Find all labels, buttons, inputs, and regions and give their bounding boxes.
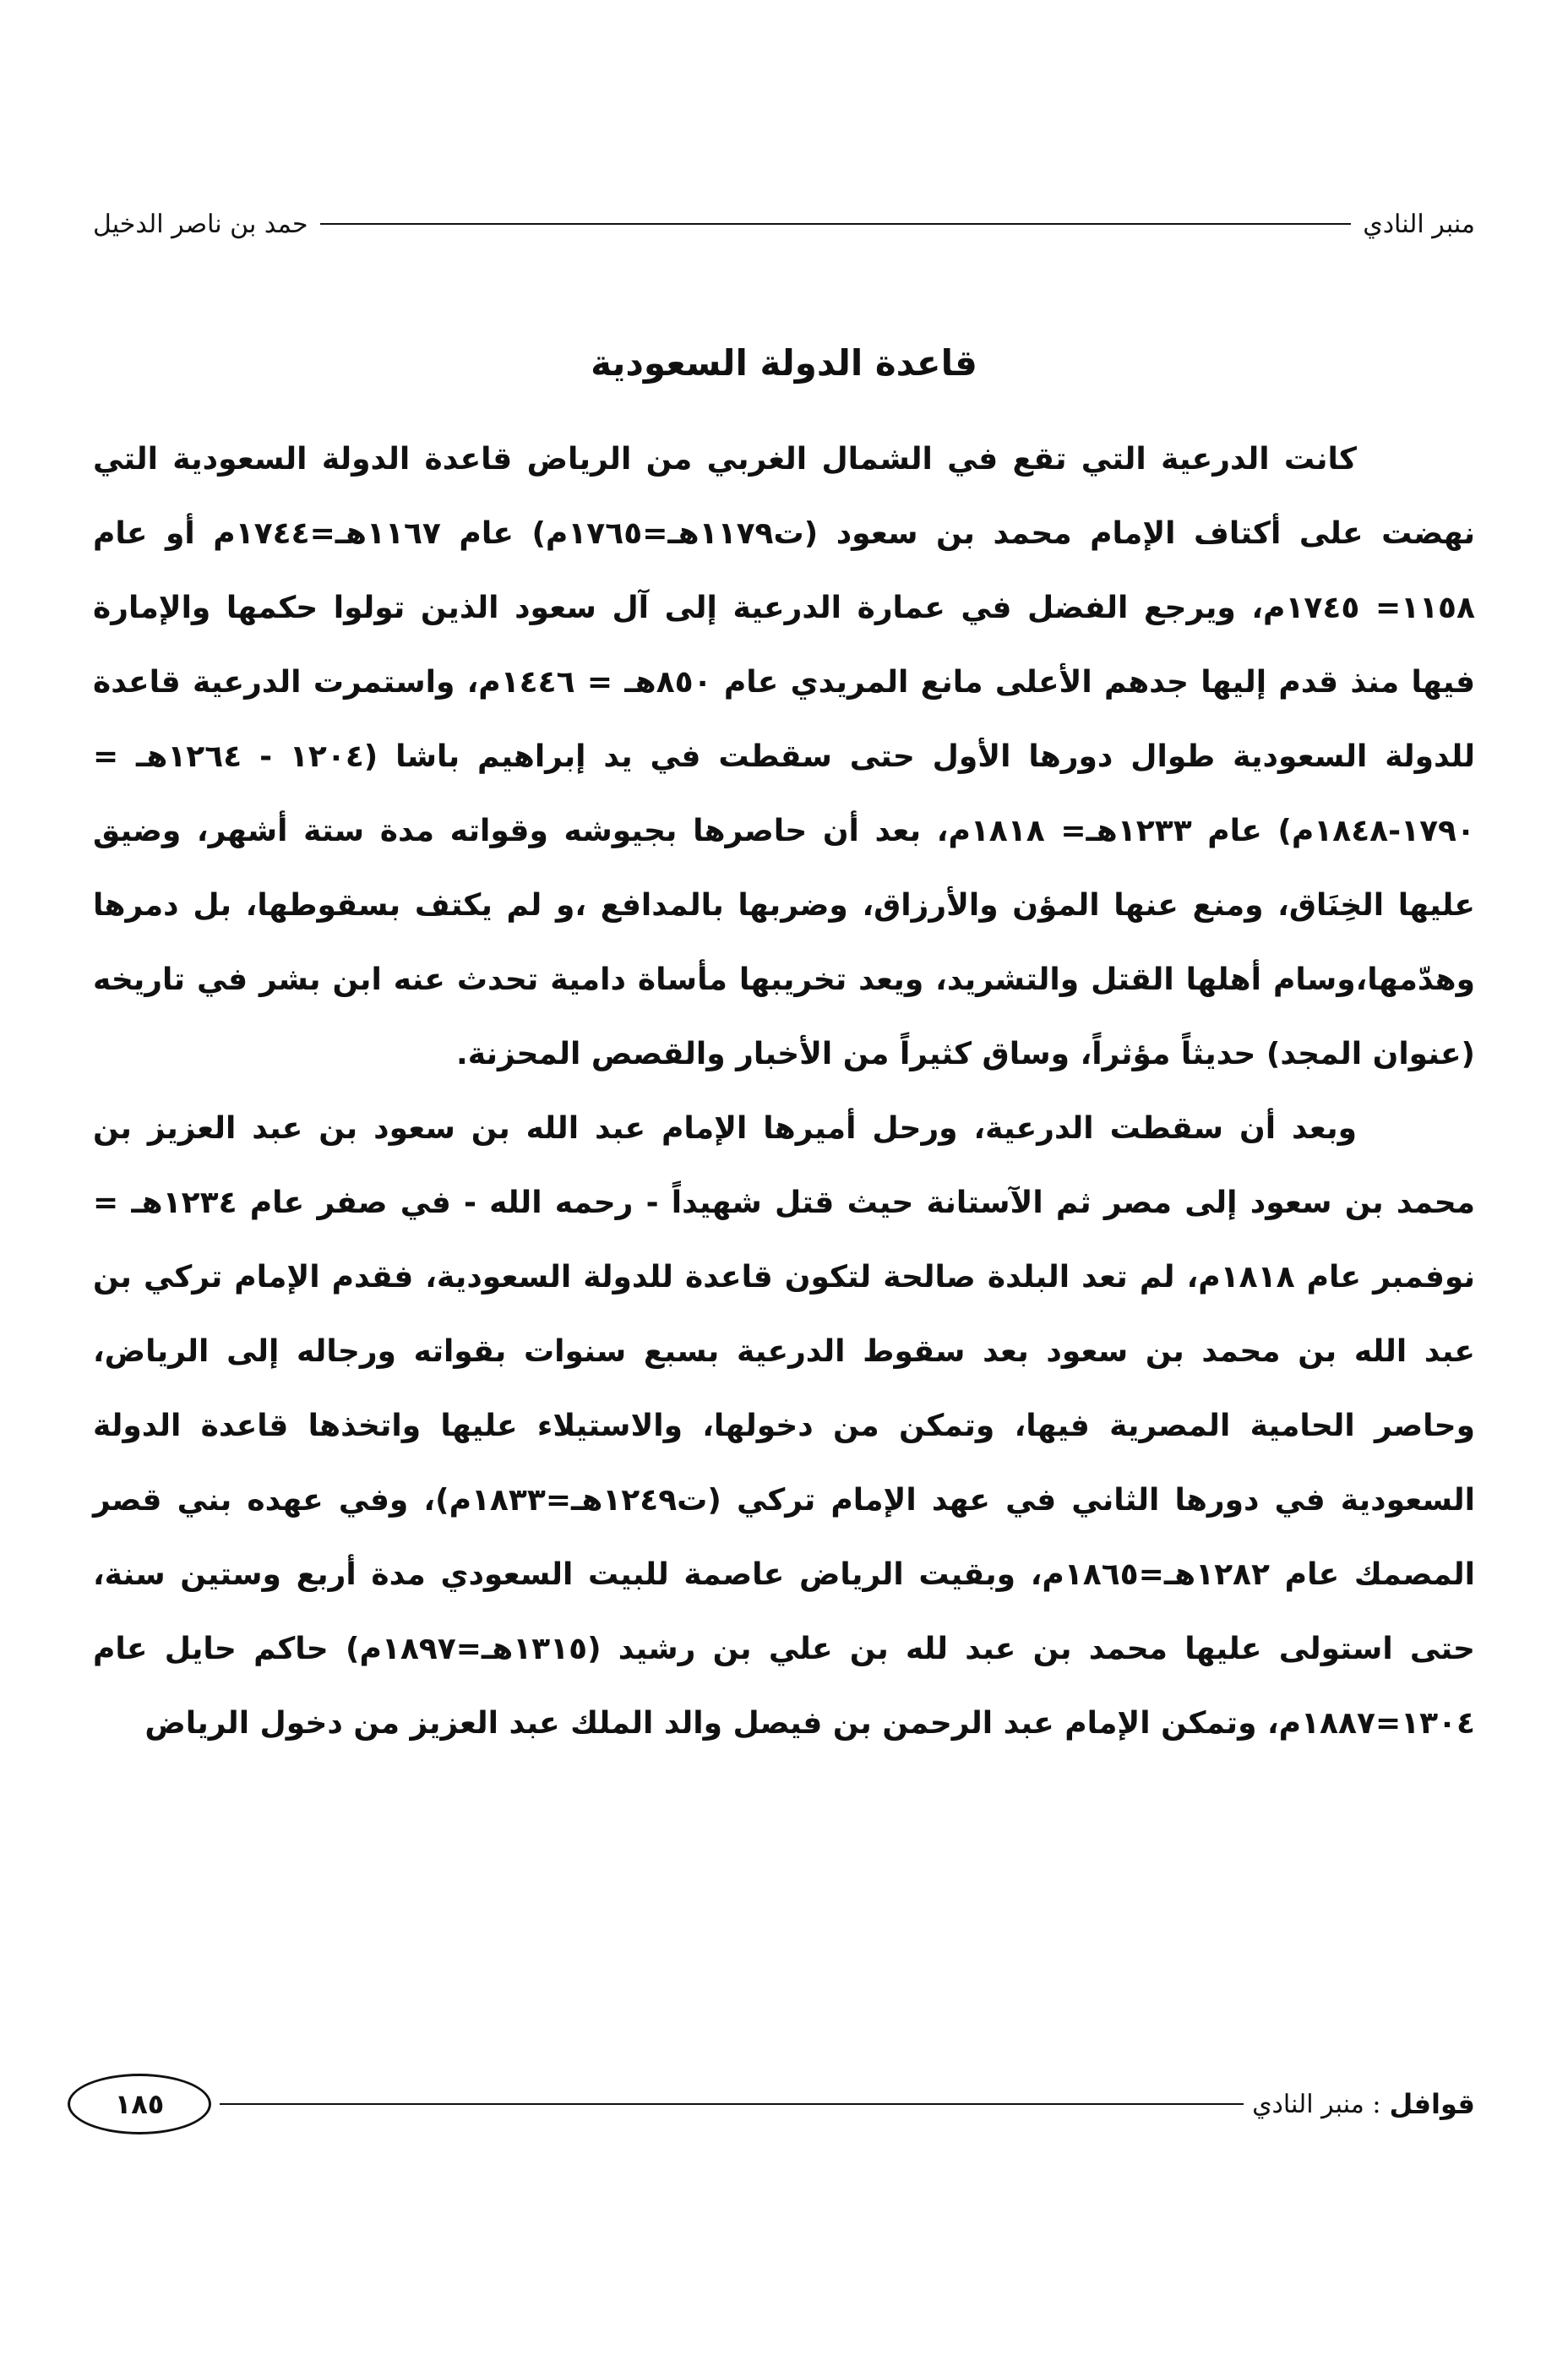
article-body [93, 422, 1475, 1761]
running-header [93, 203, 1475, 245]
paragraph-1: كانت الدرعية التي تقع في الشمال الغربي من الرياض قاعدة الدولة السعودية التي نهضت على أكتاف الإمام محمد بن سعود (ت١١٧٩هـ=١٧٦٥م) عام ١١٦٧هـ=١٧٤٤م أو عام ١١٥٨= ١٧٤٥م، ويرجع الفضل في عمارة الدرعية إلى آل سعود الذين تولوا حكمها والإمارة فيها منذ قدم إليها جدهم الأعلى مانع المريدي عام ٨٥٠هـ = ١٤٤٦م، واستمرت الدرعية قاعدة للدولة السعودية طوال دورها الأول حتى سقطت في يد إبراهيم باشا (١٢٠٤ - ١٢٦٤هـ = ١٧٩٠-١٨٤٨م) عام ١٢٣٣هـ= ١٨١٨م، بعد أن حاصرها بجيوشه وقواته مدة ستة أشهر، وضيق عليها الخِنَاق، ومنع عنها المؤن والأرزاق، وضربها بالمدافع ،و لم يكتف بسقوطها، بل دمرها وهدّمها،وسام أهلها القتل والتشريد، ويعد تخريبها مأساة دامية تحدث عنه ابن بشر في تاريخه (عنوان المجد) حديثاً مؤثراً، وساق كثيراً من الأخبار والقصص المحزنة. [93, 442, 1476, 1071]
footer-journal-name: قوافل [1389, 2088, 1475, 2120]
footer-rule [220, 2103, 1244, 2105]
header-rule [320, 223, 1352, 225]
header-section-title: منبر النادي [1363, 209, 1475, 239]
page-title: قاعدة الدولة السعودية [591, 342, 977, 384]
paragraph-2: وبعد أن سقطت الدرعية، ورحل أميرها الإمام عبد الله بن سعود بن عبد العزيز بن محمد بن سعود إلى مصر ثم الآستانة حيث قتل شهيداً - رحمه الله - في صفر عام ١٢٣٤هـ = نوفمبر عام ١٨١٨م، لم تعد البلدة صالحة لتكون قاعدة للدولة السعودية، فقدم الإمام تركي بن عبد الله بن محمد بن سعود بعد سقوط الدرعية بسبع سنوات بقواته ورجاله إلى الرياض، وحاصر الحامية المصرية فيها، وتمكن من دخولها، والاستيلاء عليها واتخذها قاعدة الدولة السعودية في دورها الثاني في عهد الإمام تركي (ت١٢٤٩هـ=١٨٣٣م)، وفي عهده بني قصر المصمك عام ١٢٨٢هـ=١٨٦٥م، وبقيت الرياض عاصمة للبيت السعودي مدة أربع وستين سنة، حتى استولى عليها محمد بن عبد لله بن علي بن رشيد (١٣١٥هـ=١٨٩٧م) حاكم حايل عام ١٣٠٤=١٨٨٧م، وتمكن الإمام عبد الرحمن بن فيصل والد الملك عبد العزيز من دخول الرياض [93, 1111, 1475, 1741]
footer-section-name: : منبر النادي [1252, 2089, 1381, 2119]
page-footer [68, 2062, 1475, 2146]
page-number: ١٨٥ [68, 2074, 211, 2134]
header-author: حمد بن ناصر الدخيل [93, 209, 308, 239]
